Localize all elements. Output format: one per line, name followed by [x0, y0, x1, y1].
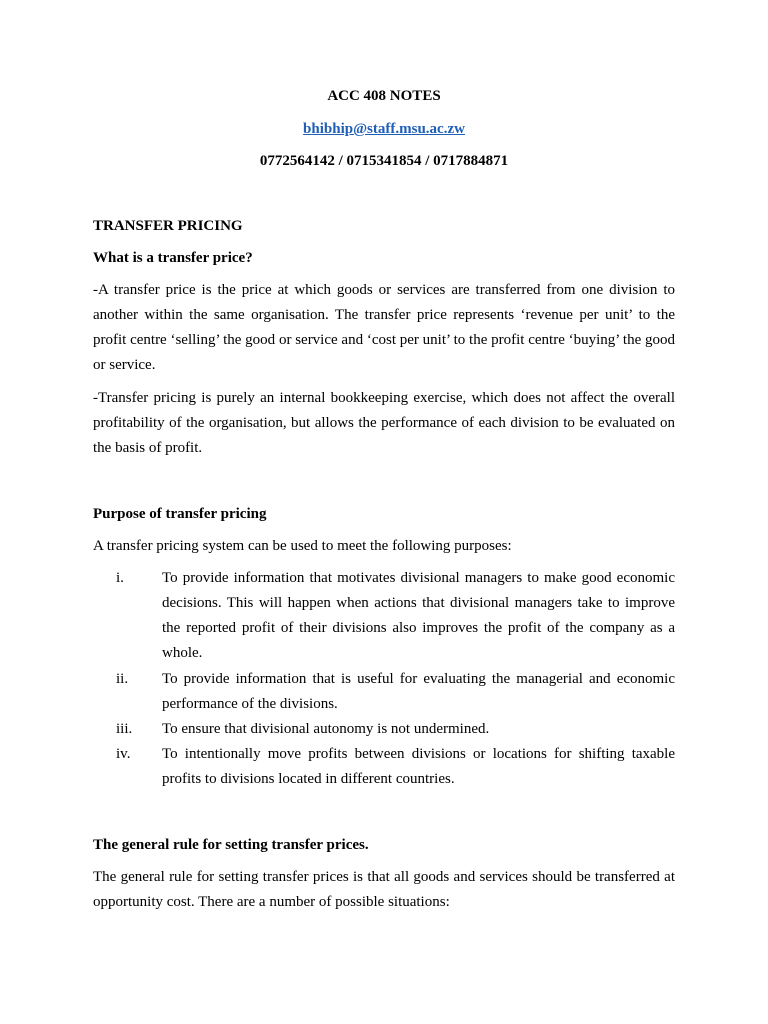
subheading-what-is-transfer-price: What is a transfer price?: [93, 250, 253, 266]
list-marker: i.: [116, 570, 124, 586]
section-heading-general-rule: The general rule for setting transfer prices.: [93, 837, 369, 853]
email-link[interactable]: bhibhip@staff.msu.ac.zw: [303, 121, 465, 137]
paragraph-purpose-intro: A transfer pricing system can be used to meet the following purposes:: [93, 538, 512, 554]
phone-numbers: 0772564142 / 0715341854 / 0717884871: [259, 153, 509, 169]
list-marker: iv.: [116, 746, 131, 762]
paragraph-transfer-price-definition: -A transfer price is the price at which goods or services are transferred from one division to another within the same organisation. The transfer price represents ‘revenue per unit’ to the profit centre ‘selling’ the good or service and ‘cost per unit’ to the profit centre ‘buying’ the good or service.: [93, 282, 675, 373]
section-heading-purpose: Purpose of transfer pricing: [93, 506, 267, 522]
list-item-text: To ensure that divisional autonomy is not undermined.: [162, 721, 490, 737]
list-marker: iii.: [116, 721, 133, 737]
paragraph-transfer-pricing-bookkeeping: -Transfer pricing is purely an internal bookkeeping exercise, which does not affect the overall profitability of the organisation, but allows the performance of each division to be evaluated on the basis of profit.: [93, 390, 675, 456]
list-marker: ii.: [116, 671, 129, 687]
email-line: [0, 119, 768, 139]
section-heading-transfer-pricing: TRANSFER PRICING: [93, 218, 243, 234]
list-item-text: To provide information that motivates divisional managers to make good economic decisions. This will happen when actions that divisional managers take to improve the reported profit of their divisions also improves the profit of the company as a whole.: [162, 570, 675, 661]
list-item-text: To intentionally move profits between divisions or locations for shifting taxable profits to divisions located in different countries.: [162, 746, 675, 787]
document-title: ACC 408 NOTES: [327, 88, 441, 104]
paragraph-general-rule: The general rule for setting transfer prices is that all goods and services should be transferred at opportunity cost. There are a number of possible situations:: [93, 869, 675, 910]
list-item-text: To provide information that is useful for evaluating the managerial and economic performance of the divisions.: [162, 671, 675, 712]
